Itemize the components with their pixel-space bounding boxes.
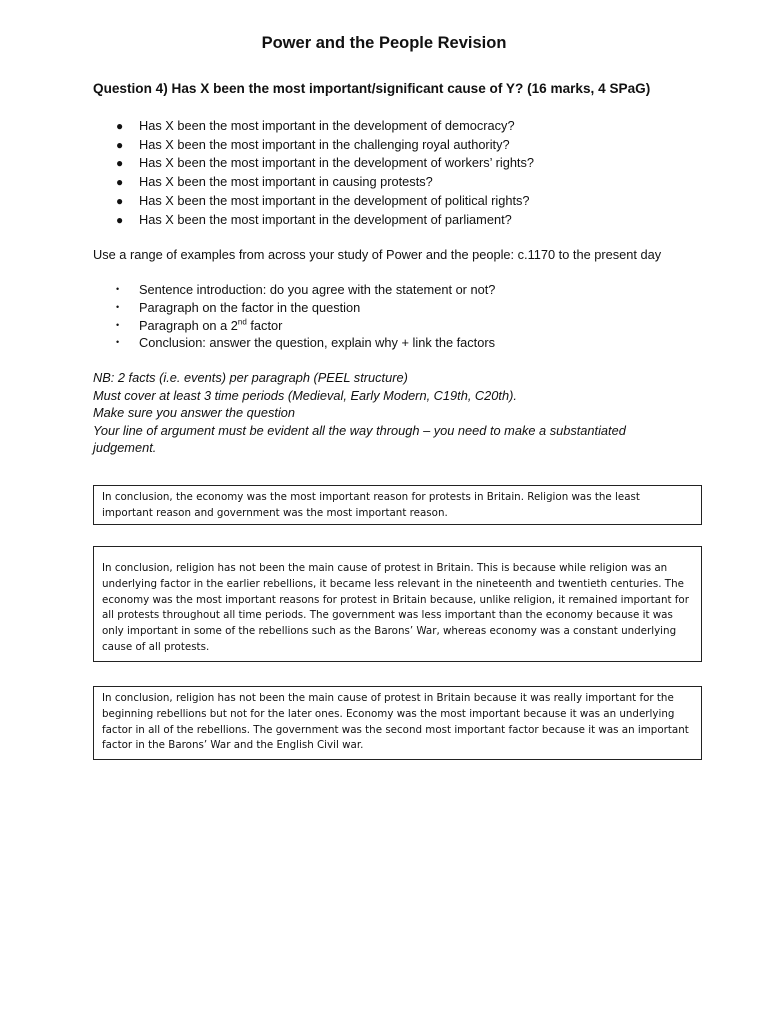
list-item: • Paragraph on the factor in the question (116, 299, 361, 315)
list-item: • Sentence introduction: do you agree with the statement or not? (116, 282, 496, 297)
bullet-icon: ● (116, 119, 124, 133)
note-line: NB: 2 facts (i.e. events) per paragraph (PEEL structure) (93, 370, 408, 385)
note-line: Your line of argument must be evident all the way through – you need to make a substantiated judgement. (93, 422, 626, 456)
list-item: • Conclusion: answer the question, explain why + link the factors (116, 335, 496, 351)
bullet-icon: • (116, 319, 120, 330)
page-title: Power and the People Revision (261, 34, 507, 52)
bullet-icon: ● (116, 137, 124, 152)
list-item: ● Has X been the most important in the development of parliament? (93, 211, 693, 230)
bullet-icon: • (116, 284, 120, 294)
sample-answer-box-2: In conclusion, religion has not been the main cause of protest in Britain. This is because while religion was an underlying factor in the earlier rebellions, it became less relevant in the nineteenth and twentieth centuries. The economy was the most important reasons for protest in Britain because, unlike religion, it remained important for all protests throughout all time periods. The government was less important than the economy because it was only important in some of the rebellions such as the Barons’ War, whereas economy was a constant underlying cause of all protests. (93, 546, 702, 662)
list-item: ● Has X been the most important in the challenging royal authority? (93, 136, 693, 155)
instructions-paragraph: Use a range of examples from across your study of Power and the people: c.1170 to the present day (93, 247, 662, 262)
note-line: Must cover at least 3 time periods (Medieval, Early Modern, C19th, C20th). (93, 387, 517, 403)
note-line: Make sure you answer the question (93, 405, 296, 421)
question-heading: Question 4) Has X been the most important/significant cause of Y? (16 marks, 4 SPaG) (93, 81, 651, 96)
bullet-icon: • (116, 301, 120, 312)
list-item: ● Has X been the most important in the development of political rights? (93, 192, 693, 211)
list-item: ● Has X been the most important in the development of democracy? (93, 117, 693, 136)
sample-answer-box-1: In conclusion, the economy was the most important reason for protests in Britain. Religion was the least important reason and government was the most important reason. (93, 485, 702, 525)
bullet-icon: • (116, 337, 120, 348)
question-bullet-list (93, 117, 693, 229)
list-item: • Paragraph on a 2nd factor (116, 317, 283, 333)
bullet-icon: ● (116, 193, 124, 208)
bullet-icon: ● (116, 156, 124, 171)
list-item: ● Has X been the most important in the development of workers’ rights? (93, 154, 693, 173)
bullet-icon: ● (116, 175, 124, 190)
bullet-icon: ● (116, 212, 124, 227)
notes-block (93, 369, 683, 457)
list-item: ● Has X been the most important in causing protests? (93, 173, 693, 192)
structure-bullet-list (93, 281, 693, 352)
sample-answer-box-3: In conclusion, religion has not been the main cause of protest in Britain because it was really important for the beginning rebellions but not for the later ones. Economy was the most important because it was an underlying factor in all of the rebellions. The government was the second most important factor because it was an important factor in the Barons’ War and the English Civil war. (93, 686, 702, 760)
